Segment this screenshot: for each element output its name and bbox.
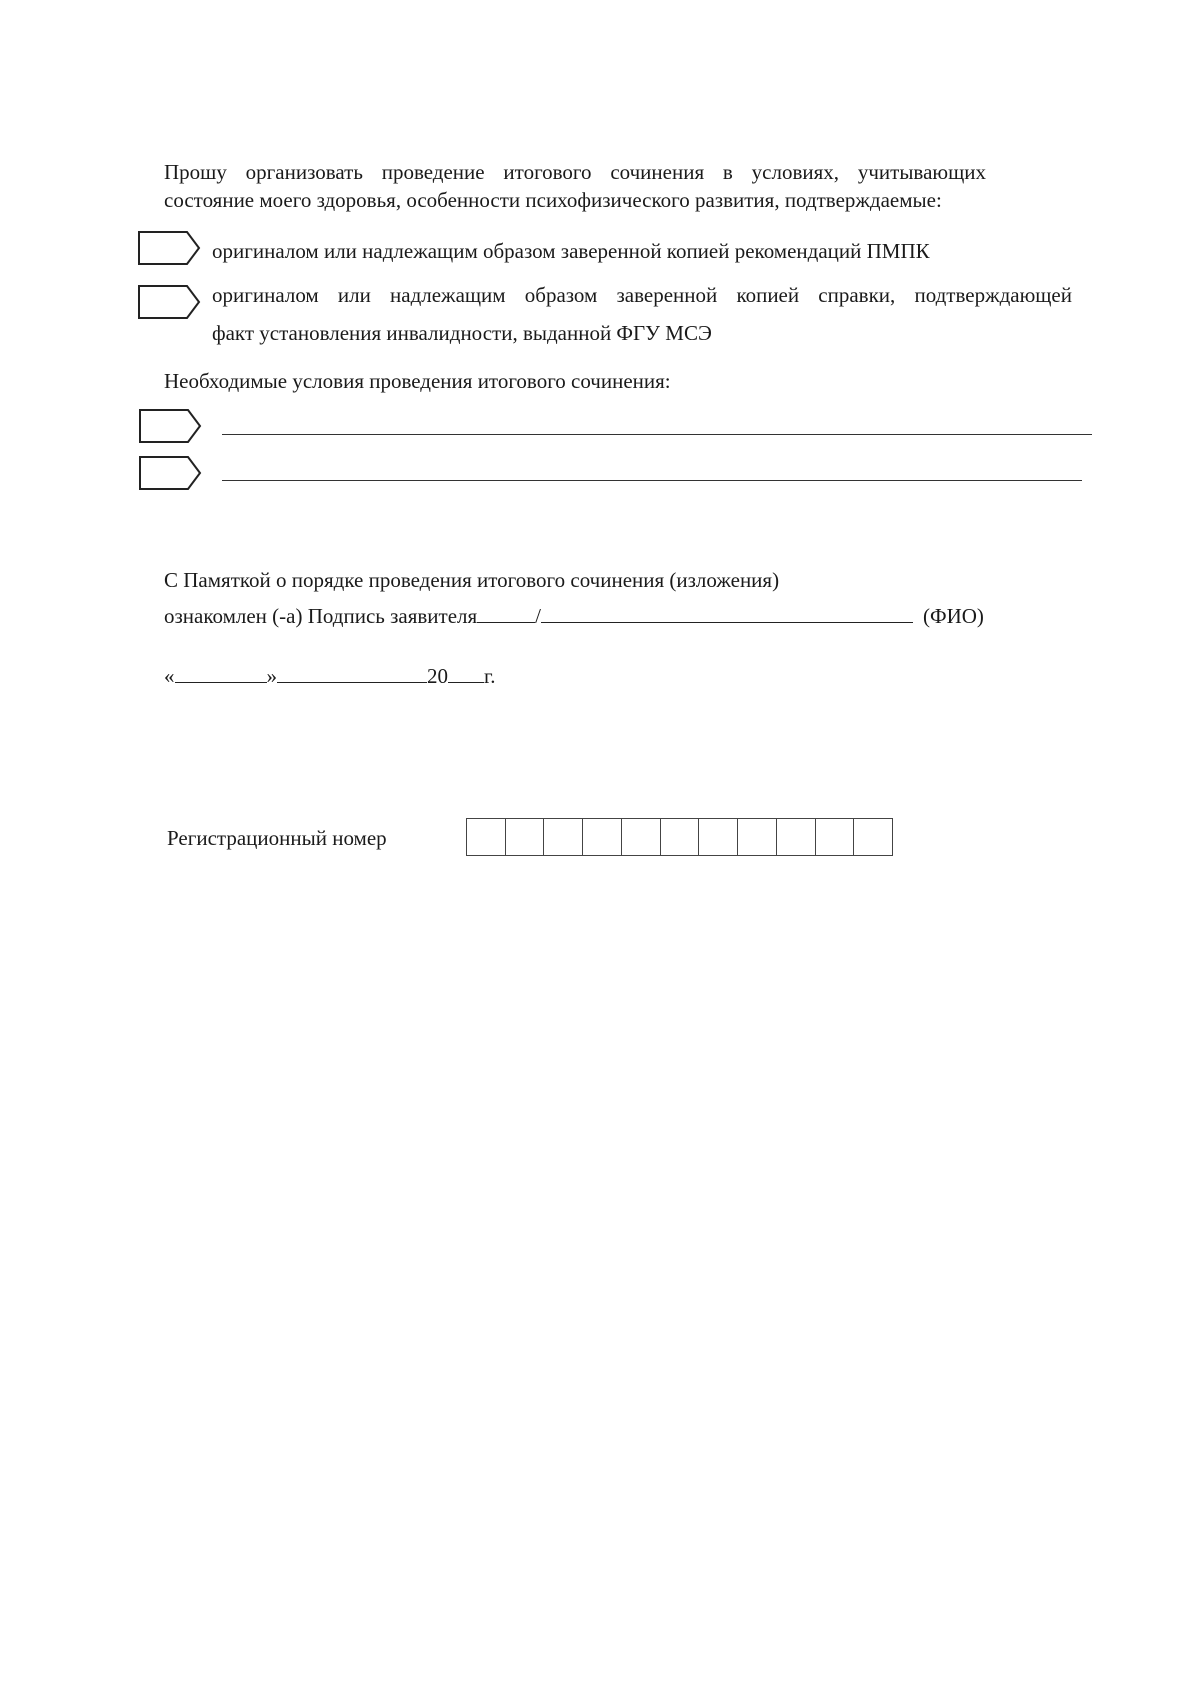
acknowledgment-signature-line <box>164 604 984 628</box>
registration-cell[interactable] <box>699 819 738 855</box>
date-line <box>164 664 496 688</box>
arrow-checkbox-icon <box>137 284 201 320</box>
registration-cell[interactable] <box>467 819 506 855</box>
signature-field[interactable] <box>477 604 535 623</box>
signature-slash: / <box>535 604 541 628</box>
registration-cell[interactable] <box>622 819 661 855</box>
registration-cell[interactable] <box>661 819 700 855</box>
intro-line-2: состояние моего здоровья, особенности психофизического развития, подтверждаемые: <box>164 188 942 212</box>
year-prefix: 20 <box>427 664 448 688</box>
acknowledgment-line-1: С Памяткой о порядке проведения итогового сочинения (изложения) <box>164 568 780 592</box>
date-open-quote: « <box>164 664 175 688</box>
day-field[interactable] <box>175 664 267 683</box>
acknowledgment-prefix: ознакомлен (-а) Подпись заявителя <box>164 604 478 628</box>
mse-option-label-line-1: оригиналом или надлежащим образом заверенной копией справки, подтверждающей <box>212 283 1072 307</box>
conditions-heading: Необходимые условия проведения итогового сочинения: <box>164 369 671 393</box>
mse-option-label-line-2: факт установления инвалидности, выданной ФГУ МСЭ <box>212 321 712 345</box>
registration-cell[interactable] <box>544 819 583 855</box>
intro-line-1: Прошу организовать проведение итогового сочинения в условиях, учитывающих <box>164 160 986 184</box>
registration-cell[interactable] <box>854 819 892 855</box>
pmpk-checkbox[interactable] <box>137 230 201 266</box>
condition-2-checkbox[interactable] <box>138 455 202 491</box>
registration-cell[interactable] <box>777 819 816 855</box>
condition-1-input-line[interactable] <box>222 434 1092 435</box>
arrow-checkbox-icon <box>138 408 202 444</box>
registration-cell[interactable] <box>506 819 545 855</box>
date-close-quote: » <box>266 664 277 688</box>
condition-2-input-line[interactable] <box>222 480 1082 481</box>
arrow-checkbox-icon <box>138 455 202 491</box>
condition-1-checkbox[interactable] <box>138 408 202 444</box>
registration-cell[interactable] <box>583 819 622 855</box>
registration-cell[interactable] <box>738 819 777 855</box>
year-field[interactable] <box>448 664 484 683</box>
registration-number-grid[interactable] <box>466 818 893 856</box>
pmpk-option-label: оригиналом или надлежащим образом заверенной копией рекомендаций ПМПК <box>212 239 930 263</box>
mse-checkbox[interactable] <box>137 284 201 320</box>
year-suffix: г. <box>484 664 496 688</box>
registration-cell[interactable] <box>816 819 855 855</box>
arrow-checkbox-icon <box>137 230 201 266</box>
month-field[interactable] <box>277 664 427 683</box>
fio-field[interactable] <box>541 604 913 623</box>
registration-label: Регистрационный номер <box>167 826 387 850</box>
fio-label: (ФИО) <box>923 604 984 628</box>
